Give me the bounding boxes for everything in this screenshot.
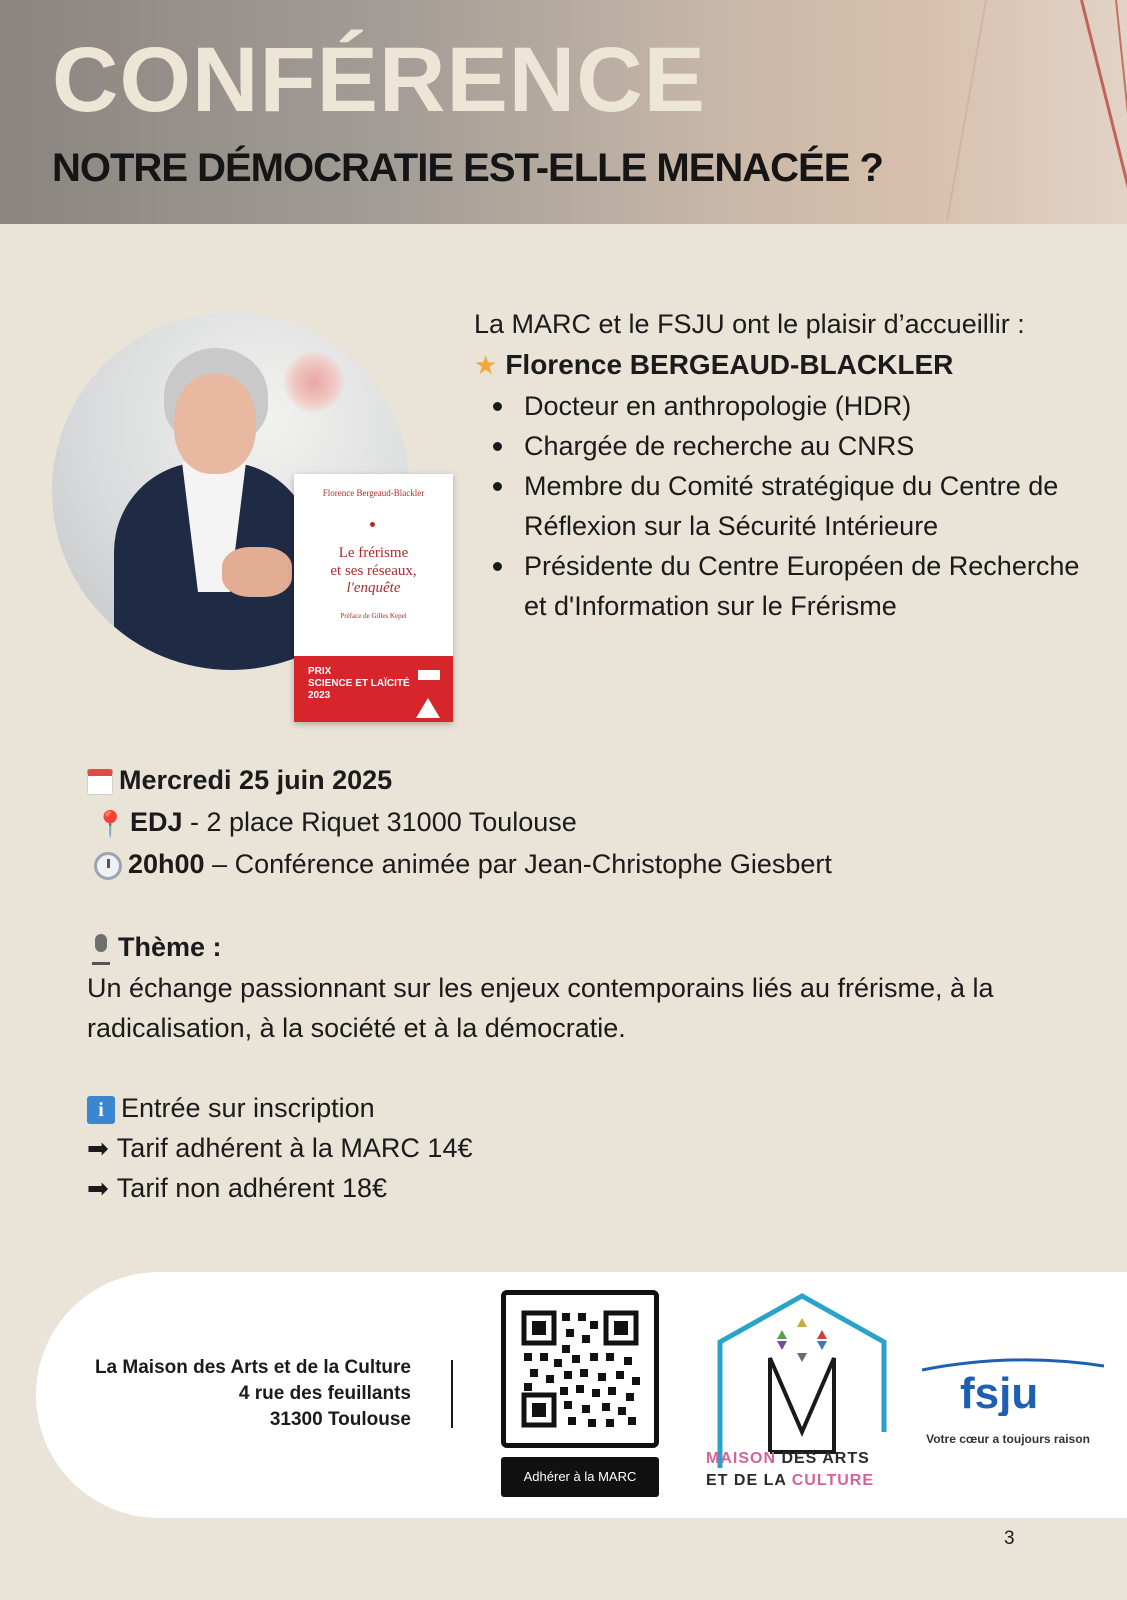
venue-address: - 2 place Riquet 31000 Toulouse: [182, 807, 577, 837]
arrow-right-icon: ➡: [87, 1133, 109, 1163]
entry-text: Entrée sur inscription: [121, 1093, 375, 1123]
decor-line: [946, 0, 987, 221]
event-time-bold: 20h00: [128, 849, 205, 879]
book-preface: Préface de Gilles Kepel: [340, 612, 407, 620]
event-time: [94, 844, 832, 884]
price-member-text: Tarif adhérent à la MARC 14€: [116, 1133, 473, 1163]
theme-text: Un échange passionnant sur les enjeux contemporains liés au frérisme, à la radicalisation, à la société et à la démocratie.: [87, 973, 994, 1043]
address-line: La Maison des Arts et de la Culture: [94, 1357, 411, 1378]
microphone-icon: [90, 934, 112, 964]
decor-line: [1115, 0, 1127, 223]
calendar-icon: [87, 769, 113, 795]
credential-item: Docteur en anthropologie (HDR): [474, 386, 1094, 426]
credential-item: Présidente du Centre Européen de Recherche et d'Information sur le Frérisme: [474, 546, 1094, 626]
portrait-hands: [222, 547, 292, 597]
arrow-right-icon: ➡: [87, 1173, 109, 1203]
price-member: [87, 1128, 472, 1168]
address-line: 4 rue des feuillants: [238, 1383, 411, 1404]
flowers-decor: [284, 352, 344, 412]
qr-code[interactable]: [501, 1290, 659, 1448]
event-date-text: Mercredi 25 juin 2025: [119, 765, 393, 795]
info-icon: i: [87, 1096, 115, 1124]
event-date: [87, 760, 392, 800]
portrait-face: [174, 374, 256, 474]
book-badge-icon: [418, 670, 440, 680]
star-icon: ★: [474, 350, 498, 380]
fsju-tagline: Votre cœur a toujours raison: [926, 1432, 1090, 1446]
qr-code-icon: [506, 1295, 654, 1443]
mac-text-part: MAISON: [706, 1450, 782, 1467]
book-title: [294, 544, 453, 580]
mac-text-part: DES ARTS: [781, 1450, 870, 1467]
entry-info: [87, 1088, 375, 1128]
header-banner: [0, 0, 1127, 224]
book-title-line1: Le frérisme: [338, 545, 409, 561]
book-prize: PRIX SCIENCE ET LAÏCITÉ 2023: [308, 666, 410, 701]
price-non-member-text: Tarif non adhérent 18€: [116, 1173, 387, 1203]
clock-icon: [94, 852, 122, 880]
theme-label: Thème :: [118, 932, 222, 962]
book-dot: [370, 522, 375, 527]
event-time-desc: – Conférence animée par Jean-Christophe Giesbert: [204, 849, 832, 879]
footer-address: [88, 1355, 411, 1433]
publisher-logo-icon: [416, 698, 440, 718]
theme-label-line: [90, 927, 222, 967]
speaker-credentials: [474, 386, 1094, 626]
venue-name: EDJ: [130, 807, 183, 837]
page-number: 3: [1004, 1528, 1015, 1549]
mac-logo-icon: [712, 1292, 892, 1470]
address-line: 31300 Toulouse: [269, 1409, 411, 1430]
page-subtitle: NOTRE DÉMOCRATIE EST-ELLE MENACÉE ?: [52, 146, 883, 190]
footer-divider: [451, 1360, 453, 1428]
event-venue: [94, 802, 577, 844]
pin-icon: 📍: [94, 808, 127, 839]
speaker-name: Florence BERGEAUD-BLACKLER: [505, 349, 954, 380]
book-title-line3: l'enquête: [346, 580, 401, 596]
mac-text-part: ET DE LA: [706, 1472, 792, 1489]
mac-logo-text: [706, 1448, 906, 1492]
book-title-line2: et ses réseaux,: [330, 563, 417, 579]
speaker-name-line: [474, 345, 953, 385]
mac-text-part: CULTURE: [791, 1472, 874, 1489]
join-marc-button[interactable]: Adhérer à la MARC: [501, 1457, 659, 1497]
fsju-logo-icon: [918, 1356, 1108, 1416]
page-title: CONFÉRENCE: [52, 29, 707, 131]
book-author: Florence Bergeaud-Blackler: [322, 488, 425, 498]
credential-item: Membre du Comité stratégique du Centre de Réflexion sur la Sécurité Intérieure: [474, 466, 1094, 546]
credential-item: Chargée de recherche au CNRS: [474, 426, 1094, 466]
fsju-name: fsju: [960, 1369, 1039, 1416]
book-cover: [294, 474, 453, 722]
price-non-member: [87, 1168, 387, 1208]
intro-text: La MARC et le FSJU ont le plaisir d’accueillir :: [474, 309, 1025, 339]
